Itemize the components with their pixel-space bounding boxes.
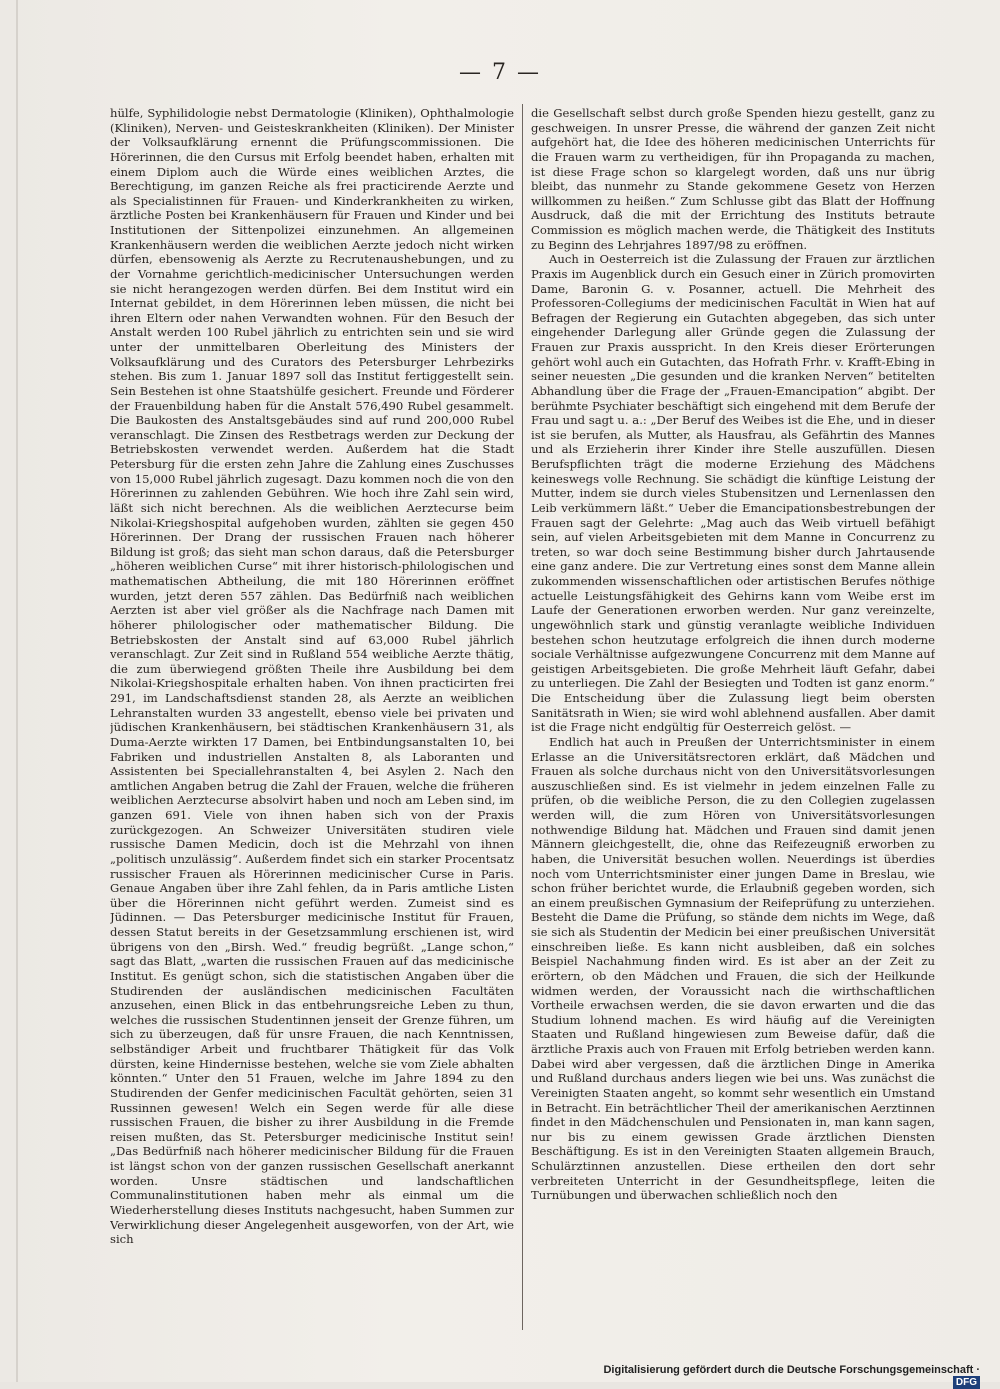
paragraph: Auch in Oesterreich ist die Zulassung der Frauen zur ärztlichen Praxis im Augenblick durch ein Gesuch einer in Zürich promovirten Dame, Baronin G. v. Posanner, actuell. Die Mehrheit des Professoren-Collegiums der medicinischen Facultät in Wien hat auf Befragen der Regierung ein Gutachten abgegeben, das sich unter eingehender Darlegung aller Gründe gegen die Zulassung der Frauen zur Praxis ausspricht. In den Kreis dieser Erörterungen gehört wohl auch ein Gutachten, das Hofrath Frhr. v. Krafft-Ebing in seiner neuesten „Die gesunden und die kranken Nerven“ betitelten Abhandlung über die Frage der „Frauen-Emancipation“ abgibt. Der berühmte Psychiater beschäftigt sich eingehend mit dem Berufe der Frau und sagt u. a.: „Der Beruf des Weibes ist die Ehe, und in dieser ist sie berufen, als Mutter, als Hausfrau, als Gefährtin des Mannes und als Erzieherin ihrer Kinder ihre Stelle auszufüllen. Diesen Berufspflichten trägt die moderne Erziehung des Mädchens keineswegs volle Rechnung. Sie schädigt die künftige Leistung der Mutter, indem sie durch vieles Stubensitzen und Lernenlassen den Leib verkümmern läßt.“ Ueber die Emancipationsbestrebungen der Frauen sagt der Gelehrte: „Mag auch das Weib virtuell befähigt sein, auf vielen Arbeitsgebieten mit dem Manne in Concurrenz zu treten, so war doch seine Bestimmung bisher durch Jahrtausende eine ganz andere. Die zur Vertretung eines sonst dem Manne allein zukommenden wissenschaftlichen oder artistischen Berufes nöthige actuelle Leistungsfähigkeit des Gehirns kann vom Weibe erst im Laufe der Generationen erworben werden. Nur ganz vereinzelte, ungewöhnlich stark und günstig veranlagte weibliche Individuen bestehen schon heutzutage erfolgreich die ihnen durch moderne sociale Verhältnisse aufgezwungene Concurrenz mit dem Manne auf geistigen Arbeitsgebieten. Die große Mehrheit läuft Gefahr, dabei zu unterliegen. Die Zahl der Besiegten und Todten ist ganz enorm.“ Die Entscheidung über die Zulassung liegt beim obersten Sanitätsrath in Wien; sie wird wohl ablehnend ausfallen. Aber damit ist die Frage nicht endgültig für Oesterreich gelöst. — [531,252,935,735]
text-column-left [110,106,514,1332]
credit-text: Digitalisierung gefördert durch die Deutsche Forschungsgemeinschaft · [603,1364,980,1376]
page-edge [16,0,18,1382]
digitization-credit [600,1364,980,1388]
paragraph: hülfe, Syphilidologie nebst Dermatologie (Kliniken), Ophthalmologie (Kliniken), Nerven- und Geisteskrankheiten (Kliniken). Der Minister der Volksaufklärung ernennt die Prüfungscommissionen. Die Hörerinnen, die den Cursus mit Erfolg beendet haben, erhalten mit einem Diplom auch die Würde eines weiblichen Arztes, die Berechtigung, im ganzen Reiche als frei practicirende Aerzte und als Specialistinnen für Frauen- und Kinderkrankheiten zu wirken, ärztliche Posten bei Krankenhäusern für Frauen und Kinder und bei Institutionen der Sittenpolizei einzunehmen. An allgemeinen Krankenhäusern werden die weiblichen Aerzte jedoch nicht wirken dürfen, ebensowenig als Aerzte zu Recrutenaushebungen, und zu der Vornahme gerichtlich-medicinischer Untersuchungen werden sie nicht herangezogen werden dürfen. Bei dem Institut wird ein Internat gebildet, in dem Hörerinnen leben müssen, die nicht bei ihren Eltern oder nahen Verwandten wohnen. Für den Besuch der Anstalt werden 100 Rubel jährlich zu entrichten sein und sie wird unter der unmittelbaren Oberleitung des Ministers der Volksaufklärung und des Curators des Petersburger Lehrbezirks stehen. Bis zum 1. Januar 1897 soll das Institut fertiggestellt sein. Sein Bestehen ist ohne Staatshülfe gesichert. Freunde und Förderer der Frauenbildung haben für die Anstalt 576,490 Rubel gesammelt. Die Baukosten des Anstaltsgebäudes sind auf rund 200,000 Rubel veranschlagt. Die Zinsen des Restbetrags werden zur Deckung der Betriebskosten verwendet werden. Außerdem hat die Stadt Petersburg für die ersten zehn Jahre die Zahlung eines Zuschusses von 15,000 Rubel jährlich zugesagt. Dazu kommen noch die von den Hörerinnen zu zahlenden Gebühren. Wie hoch ihre Zahl sein wird, läßt sich nicht berechnen. Als die weiblichen Aerztecurse beim Nikolai-Kriegshospital aufgehoben wurden, zählten sie gegen 450 Hörerinnen. Der Drang der russischen Frauen nach höherer Bildung ist groß; das sieht man schon daraus, daß die Petersburger „höheren weiblichen Curse“ mit ihrer historisch-philologischen und mathematischen Abtheilung, die mit 180 Hörerinnen eröffnet wurden, jetzt deren 557 zählen. Das Bedürfniß nach weiblichen Aerzten ist aber viel größer als die Nachfrage nach Damen mit höherer philologischer oder mathematischer Bildung. Die Betriebskosten der Anstalt sind auf 63,000 Rubel jährlich veranschlagt. Zur Zeit sind in Rußland 554 weibliche Aerzte thätig, die zum überwiegend größten Theile ihre Ausbildung bei dem Nikolai-Kriegshospitale erhalten haben. Von ihnen practicirten frei 291, im Landschaftsdienst standen 28, als Aerzte an weiblichen Lehranstalten wurden 33 angestellt, ebenso viele bei privaten und jüdischen Krankenhäusern, bei städtischen Krankenhäusern 31, als Duma-Aerzte wirkten 17 Damen, bei Entbindungsanstalten 10, bei Fabriken und industriellen Anstalten 8, als Laboranten und Assistenten bei Speciallehranstalten 4, bei Asylen 2. Nach den amtlichen Angaben betrug die Zahl der Frauen, welche die früheren weiblichen Aerztecurse absolvirt haben und noch am Leben sind, im ganzen 691. Viele von ihnen haben sich von der Praxis zurückgezogen. An Schweizer Universitäten studiren viele russische Damen Medicin, doch ist die Mehrzahl von ihnen „politisch unzulässig“. Außerdem findet sich ein starker Procentsatz russischer Frauen als Hörerinnen medicinischer Curse in Paris. Genaue Angaben über ihre Zahl fehlen, da in Paris amtliche Listen über die Hörerinnen nicht geführt werden. Zumeist sind es Jüdinnen. — Das Petersburger medicinische Institut für Frauen, dessen Statut bereits in der Gesetzsammlung erschienen ist, wird übrigens von den „Birsh. Wed.“ freudig begrüßt. „Lange schon,“ sagt das Blatt, „warten die russischen Frauen auf das medicinische Institut. Es genügt schon, sich die statistischen Angaben über die Studirenden der ausländischen medicinischen Facultäten anzusehen, einen Blick in das entbehrungsreiche Leben zu thun, welches die russischen Studentinnen jenseit der Grenze führen, um sich zu überzeugen, daß für unsre Frauen, die nach Kenntnissen, selbständiger Arbeit und fruchtbarer Thätigkeit für das Volk dürsten, keine Hindernisse bestehen, welche sie vom Ziele abhalten könnten.“ Unter den 51 Frauen, welche im Jahre 1894 zu den Studirenden der Genfer medicinischen Facultät gehörten, seien 31 Russinnen gewesen! Welch ein Segen werde für alle diese russischen Frauen, die bisher zu ihrer Ausbildung in die Fremde reisen mußten, das St. Petersburger medicinische Institut sein! „Das Bedürfniß nach höherer medicinischer Bildung für die Frauen ist längst schon von der ganzen russischen Gesellschaft anerkannt worden. Unsre städtischen und landschaftlichen Communalinstitutionen haben mehr als einmal um die Wiederherstellung dieses Instituts nachgesucht, haben Summen zur Verwirklichung dieser Angelegenheit ausgeworfen, von der Art, wie sich [110,106,514,1247]
paragraph: die Gesellschaft selbst durch große Spenden hiezu gestellt, ganz zu geschweigen. In unsrer Presse, die während der ganzen Zeit nicht aufgehört hat, die Idee des höheren medicinischen Unterrichts für die Frauen warm zu vertheidigen, für ihn Propaganda zu machen, ist diese Frage schon so klargelegt worden, daß uns nur übrig bleibt, das nunmehr zu Stande gekommene Gesetz von Herzen willkommen zu heißen.“ Zum Schlusse gibt das Blatt der Hoffnung Ausdruck, daß die mit der Errichtung des Instituts betraute Commission es möglich machen werde, die Thätigkeit des Instituts zu Beginn des Lehrjahres 1897/98 zu eröffnen. [531,106,935,252]
text-column-right [531,106,935,1332]
column-divider [522,104,523,1330]
paragraph: Endlich hat auch in Preußen der Unterrichtsminister in einem Erlasse an die Universitätsrectoren erklärt, daß Mädchen und Frauen als solche durchaus nicht von den Universitätsvorlesungen auszuschließen sind. Es ist vielmehr in jedem einzelnen Falle zu prüfen, ob die weibliche Person, die zu den Collegien zugelassen werden will, die zum Hören von Universitätsvorlesungen nothwendige Bildung hat. Mädchen und Frauen sind damit jenen Männern gleichgestellt, die, ohne das Reifezeugniß erworben zu haben, die Universität besuchen wollen. Neuerdings ist überdies noch vom Unterrichtsminister einer jungen Dame in Breslau, wie schon früher berichtet wurde, die Erlaubniß gegeben worden, sich an einem preußischen Gymnasium der Reifeprüfung zu unterziehen. Besteht die Dame die Prüfung, so stände dem nichts im Wege, daß sie sich als Studentin der Medicin bei einer preußischen Universität einschreiben ließe. Es kann nicht ausbleiben, daß ein solches Beispiel Nachahmung finden wird. Es ist aber an der Zeit zu erörtern, ob den Mädchen und Frauen, die sich der Heilkunde widmen werden, der Voraussicht nach die wirthschaftlichen Vortheile erwachsen werden, die sie davon erwarten und die das Studium lohnend machen. Es wird häufig auf die Vereinigten Staaten und Rußland hingewiesen zum Beweise dafür, daß die ärztliche Praxis auch von Frauen mit Erfolg betrieben werden kann. Dabei wird aber vergessen, daß die ärztlichen Dinge in Amerika und Rußland durchaus anders liegen wie bei uns. Was zunächst die Vereinigten Staaten angeht, so kommt sehr wesentlich ein Umstand in Betracht. Ein beträchtlicher Theil der amerikanischen Aerztinnen findet in den Mädchenschulen und Pensionaten in, man kann sagen, nur bis zu einem gewissen Grade ärztlichen Diensten Beschäftigung. Es ist in den Vereinigten Staaten allgemein Brauch, Schulärztinnen anzustellen. Diese ertheilen den dort sehr verbreiteten Unterricht in der Gesundheitspflege, leiten die Turnübungen und überwachen schließlich noch den [531,734,935,1203]
dfg-logo: DFG [953,1376,980,1389]
page-number: — 7 — [459,60,541,85]
